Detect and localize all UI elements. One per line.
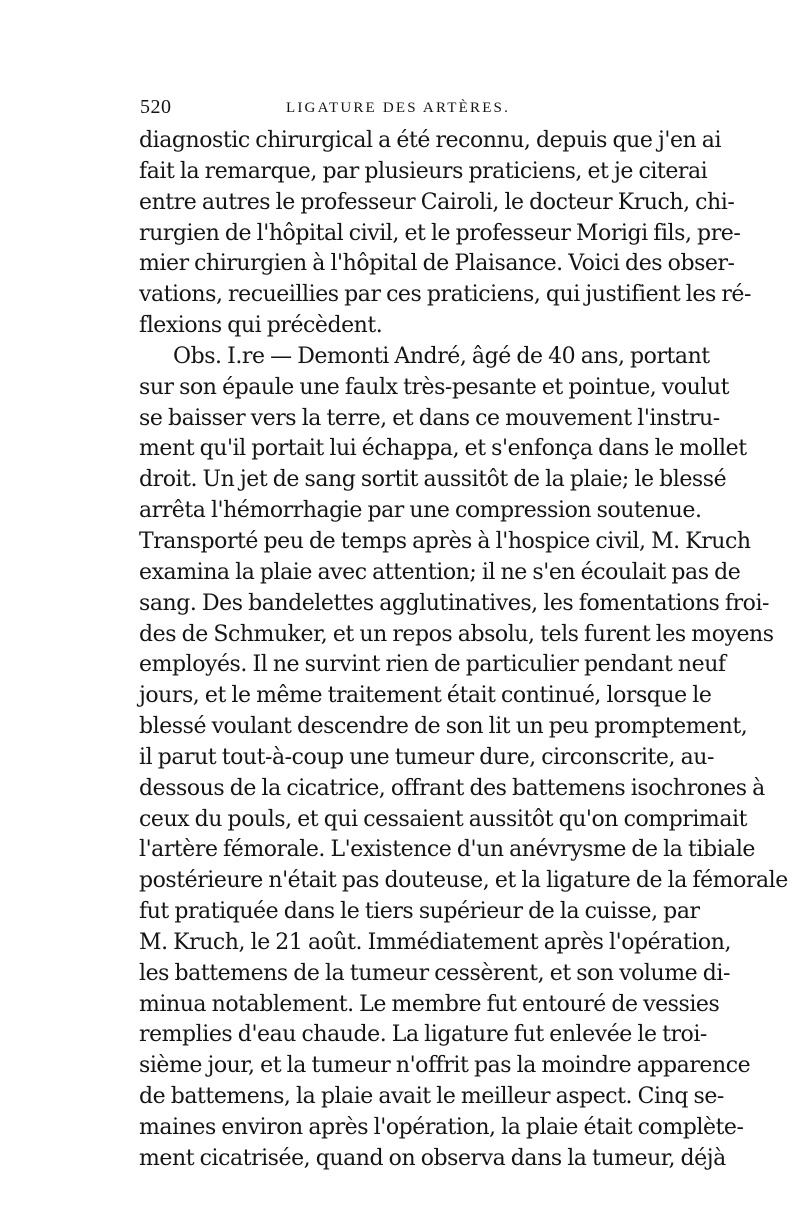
text-line: sième jour, et la tumeur n'offrit pas la moindre apparence [139,1053,751,1079]
text-line: entre autres le professeur Cairoli, le docteur Kruch, chi- [139,189,735,215]
text-line: jours, et le même traitement était continué, lorsque le [139,683,712,709]
text-line: de battemens, la plaie avait le meilleur aspect. Cinq se- [139,1084,724,1110]
text-line: ment cicatrisée, quand on observa dans la tumeur, déjà [139,1145,726,1171]
text-line: flexions qui précèdent. [139,313,383,339]
text-line: ceux du pouls, et qui cessaient aussitôt qu'on comprimait [139,806,747,832]
text-line: sur son épaule une faulx très-pesante et pointue, voulut [139,374,730,400]
text-line: fut pratiquée dans le tiers supérieur de la cuisse, par [139,899,700,925]
text-line: employés. Il ne survint rien de particulier pendant neuf [139,652,726,678]
text-line: rurgien de l'hôpital civil, et le professeur Morigi fils, pre- [139,220,741,246]
text-line: sang. Des bandelettes agglutinatives, les fomentations froi- [139,590,770,616]
text-line: vations, recueillies par ces praticiens, qui justifient les ré- [139,282,751,308]
text-line: ment qu'il portait lui échappa, et s'enfonça dans le mollet [139,436,747,462]
text-line: des de Schmuker, et un repos absolu, tels furent les moyens [139,621,774,647]
page-header [140,96,666,126]
text-line: maines environ après l'opération, la plaie était complète- [139,1115,744,1140]
text-line: remplies d'eau chaude. La ligature fut enlevée le troi- [139,1022,707,1048]
text-line: fait la remarque, par plusieurs praticiens, et je citerai [139,158,708,184]
text-line: droit. Un jet de sang sortit aussitôt de la plaie; le blessé [139,467,727,493]
text-line: il parut tout-à-coup une tumeur dure, circonscrite, au- [139,744,714,770]
text-line: arrêta l'hémorrhagie par une compression soutenue. [139,498,702,524]
text-line: Transporté peu de temps après à l'hospice civil, M. Kruch [139,528,751,554]
observation-heading-line: Obs. I.re — Demonti André, âgé de 40 ans, portant [173,343,710,369]
text-line: postérieure n'était pas douteuse, et la ligature de la fémorale [139,868,788,894]
text-line: dessous de la cicatrice, offrant des battemens isochrones à [139,775,765,801]
text-line: blessé voulant descendre de son lit un peu promptement, [139,714,748,740]
text-line: minua notablement. Le membre fut entouré de vessies [139,991,720,1017]
text-line: mier chirurgien à l'hôpital de Plaisance. Voici des obser- [139,251,735,277]
text-line: les battemens de la tumeur cessèrent, et son volume di- [139,960,730,986]
text-line: M. Kruch, le 21 août. Immédiatement après l'opération, [139,929,731,955]
text-line: l'artère fémorale. L'existence d'un anévrysme de la tibiale [139,837,755,863]
running-head: LIGATURE DES ARTÈRES. [286,100,511,116]
body-text [139,126,788,1175]
text-line: examina la plaie avec attention; il ne s'en écoulait pas de [139,559,741,585]
text-line: diagnostic chirurgical a été reconnu, depuis que j'en ai [139,128,722,153]
text-line: se baisser vers la terre, et dans ce mouvement l'instru- [139,405,720,431]
page-number: 520 [140,96,172,118]
